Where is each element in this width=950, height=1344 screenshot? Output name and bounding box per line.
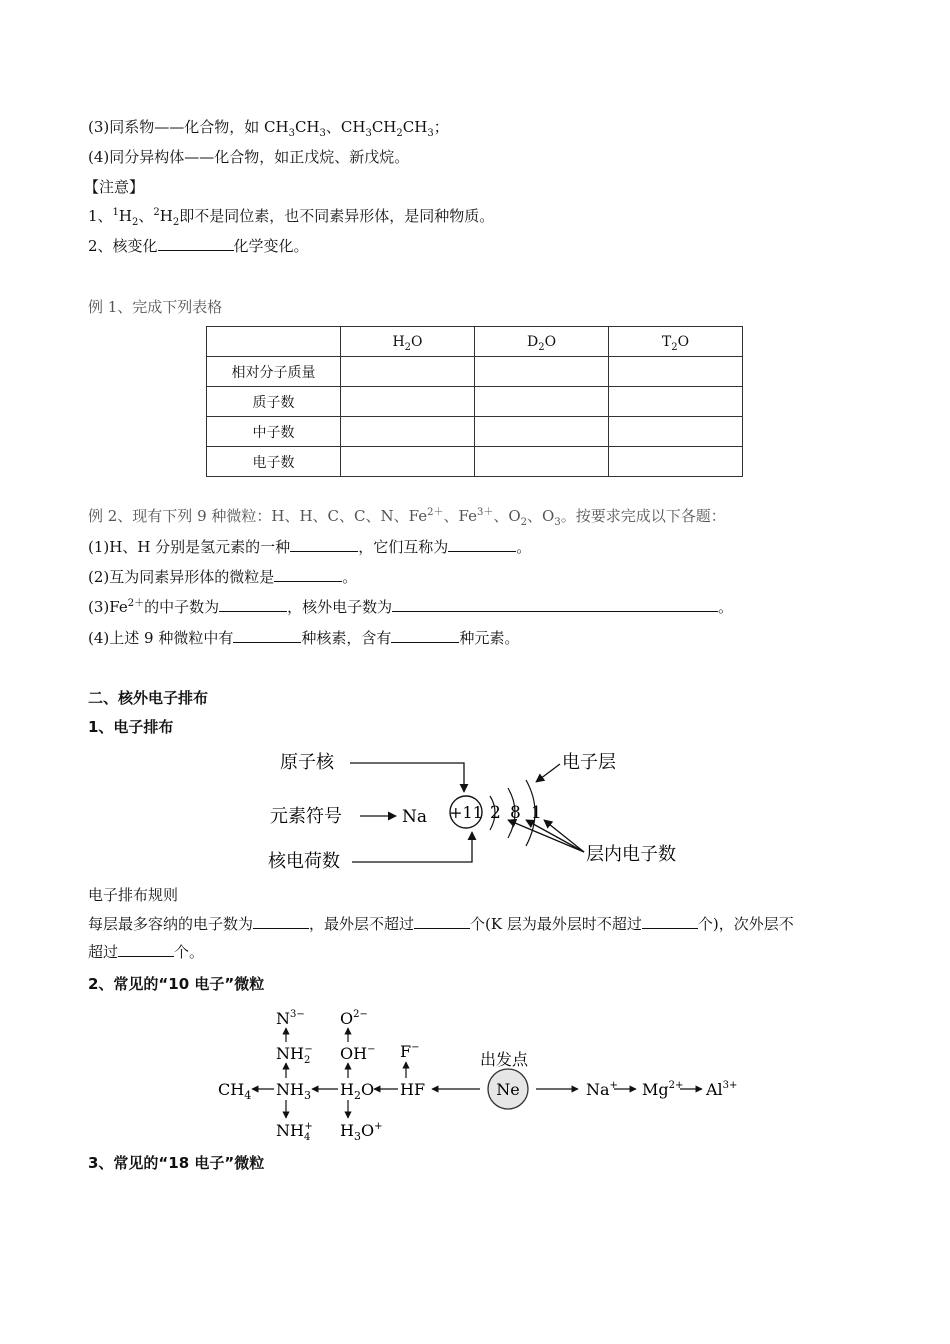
na-plus: Na+	[586, 1080, 618, 1099]
blank[interactable]	[414, 914, 470, 929]
blank[interactable]	[219, 597, 287, 612]
al-3plus: $Al^{3+}$	[706, 1080, 738, 1099]
f-minus: F−	[400, 1042, 420, 1061]
neon-center: Ne	[496, 1080, 520, 1099]
row-label: 质子数	[207, 387, 341, 417]
answer-cell[interactable]	[475, 357, 609, 387]
hf: HF	[400, 1080, 426, 1099]
subsection-10-electron: 2、常见的“10 电子”微粒	[88, 975, 265, 993]
shell-count-2: 8	[510, 803, 521, 823]
oh-minus: OH−	[340, 1044, 376, 1063]
start-label: 出发点	[480, 1050, 529, 1069]
nucleus-arrow	[350, 763, 464, 792]
answer-cell[interactable]	[341, 387, 475, 417]
nucleus-label: 原子核	[280, 752, 334, 773]
o2-minus: $O^{2-}$	[340, 1009, 368, 1028]
blank[interactable]	[233, 628, 301, 643]
question-3: $(3)Fe^{2+}$的中子数为 ，核外电子数为 。	[88, 598, 734, 616]
answer-cell[interactable]	[609, 417, 743, 447]
ch4: $CH_4$	[218, 1080, 252, 1102]
rule-title: 电子排布规则	[88, 886, 179, 904]
question-1: (1)H、H 分别是氢元素的一种 ，它们互称为 。	[88, 538, 532, 556]
section2-title: 二、核外电子排布	[88, 689, 209, 707]
shell-count-1: 2	[490, 803, 501, 823]
answer-cell[interactable]	[341, 447, 475, 477]
header-h2o: $H_2O$	[341, 327, 475, 357]
blank[interactable]	[391, 628, 459, 643]
table-row	[207, 387, 743, 417]
symbol-label: 元素符号	[270, 806, 342, 827]
subsection-18-electron: 3、常见的“18 电子”微粒	[88, 1154, 265, 1172]
answer-cell[interactable]	[341, 357, 475, 387]
blank[interactable]	[158, 236, 234, 251]
n3-minus: $N^{3-}$	[276, 1009, 305, 1028]
table-row	[207, 417, 743, 447]
blank[interactable]	[274, 567, 342, 582]
blank[interactable]	[642, 914, 698, 929]
shell-label: 电子层	[562, 752, 616, 773]
element-symbol: Na	[402, 807, 428, 827]
atom-structure-diagram	[260, 744, 700, 879]
note-2: 2、核变化 化学变化。	[88, 237, 309, 255]
question-4: (4)上述 9 种微粒中有 种核素，含有 种元素。	[88, 629, 520, 647]
row-label: 相对分子质量	[207, 357, 341, 387]
subsection-electron-arrangement: 1、电子排布	[88, 718, 174, 736]
nh4-plus: $NH_4+$	[276, 1121, 313, 1143]
example2-intro: 例 2、现有下列 9 种微粒：H、H、C、C、N、$Fe^{2+}$、$Fe^{3+}$、$O_2$、$O_3$。按要求完成以下各题：	[88, 507, 726, 528]
table-corner-cell	[207, 327, 341, 357]
answer-cell[interactable]	[475, 447, 609, 477]
charge-arrow	[352, 832, 472, 862]
count-arrow	[508, 820, 584, 852]
answer-cell[interactable]	[609, 357, 743, 387]
mg-2plus: $Mg^{2+}$	[642, 1080, 684, 1099]
count-arrow	[544, 820, 584, 852]
answer-cell[interactable]	[475, 387, 609, 417]
answer-cell[interactable]	[609, 387, 743, 417]
count-label: 层内电子数	[586, 844, 676, 865]
nuclear-charge: +11	[449, 803, 483, 822]
notice-title: 【注意】	[84, 178, 145, 196]
line-isomer: (4)同分异构体——化合物，如正戊烷、新戊烷。	[88, 148, 410, 166]
charge-label: 核电荷数	[268, 851, 340, 872]
rule-text: 每层最多容纳的电子数为 ，最外层不超过 个(K 层为最外层时不超过 个)，次外层不 超过 个。	[88, 915, 794, 961]
nh2-minus: $NH_2-$	[276, 1044, 313, 1066]
example1-table	[206, 326, 743, 477]
blank[interactable]	[392, 597, 718, 612]
question-2: (2)互为同素异形体的微粒是 。	[88, 568, 358, 586]
header-d2o: $D_2O$	[475, 327, 609, 357]
nh3: $NH_3$	[276, 1080, 311, 1102]
ten-electron-diagram	[210, 1000, 750, 1145]
table-row	[207, 447, 743, 477]
blank[interactable]	[448, 537, 516, 552]
h3o-plus: $H_3O^+$	[340, 1121, 383, 1143]
note-1: 1、$^1H_2$、$^2H_2$即不是同位素，也不同素异形体，是同种物质。	[88, 207, 495, 228]
line-homolog: (3)同系物——化合物，如 $CH_3CH_3$、$CH_3CH_2CH_3$；	[88, 118, 449, 139]
answer-cell[interactable]	[609, 447, 743, 477]
table-row	[207, 357, 743, 387]
table-header-row	[207, 327, 743, 357]
row-label: 中子数	[207, 417, 341, 447]
shell-arrow	[536, 764, 560, 782]
h2o: $H_2O$	[340, 1080, 375, 1102]
example1-title: 例 1、完成下列表格	[88, 298, 223, 316]
shell-count-3: 1	[531, 803, 542, 823]
blank[interactable]	[118, 942, 174, 957]
count-arrow	[526, 820, 584, 852]
row-label: 电子数	[207, 447, 341, 477]
answer-cell[interactable]	[341, 417, 475, 447]
answer-cell[interactable]	[475, 417, 609, 447]
blank[interactable]	[253, 914, 309, 929]
blank[interactable]	[290, 537, 358, 552]
header-t2o: $T_2O$	[609, 327, 743, 357]
